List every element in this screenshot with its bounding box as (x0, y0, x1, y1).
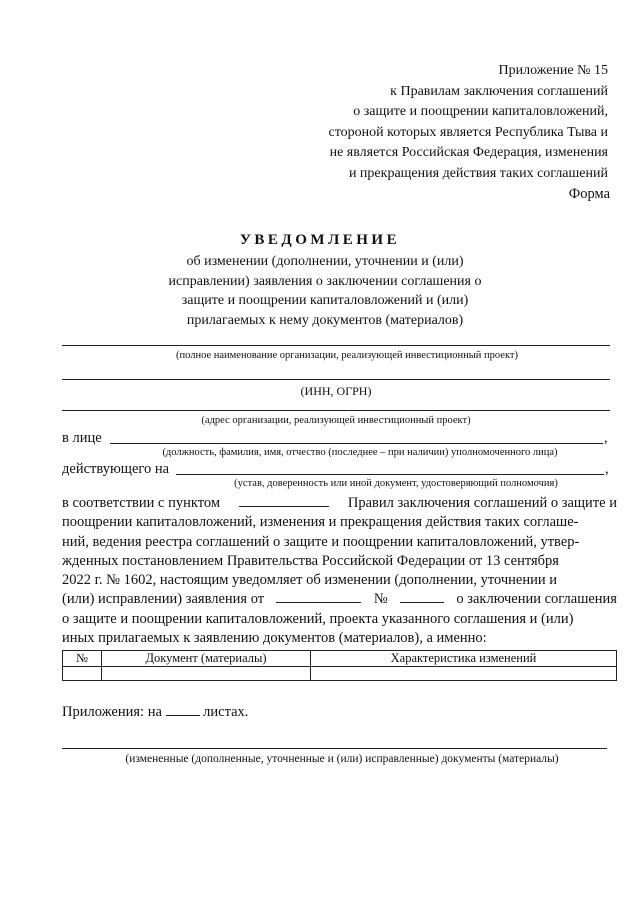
inn-ogrn-field[interactable] (62, 379, 610, 380)
attachments-sheets-label: листах. (203, 704, 249, 720)
sheets-count-field[interactable] (166, 703, 200, 716)
application-number-field[interactable] (400, 590, 444, 603)
table-header-row (63, 651, 617, 667)
appendix-line: к Правилам заключения соглашений (390, 83, 608, 99)
org-name-field[interactable] (62, 345, 610, 346)
body-text: № (373, 591, 388, 608)
body-line: ний, ведения реестра соглашений о защите и поощрении капиталовложений, утвер- (62, 533, 580, 550)
address-caption: (адрес организации, реализующей инвестиционный проект) (201, 415, 471, 426)
body-text: (или) исправлении) заявления от (62, 591, 265, 608)
org-name-caption: (полное наименование организации, реализующей инвестиционный проект) (175, 350, 518, 361)
subtitle-line: об изменении (дополнении, уточнении и (или) (186, 254, 464, 269)
body-text: о заключении соглашения (456, 591, 617, 608)
document-title: УВЕДОМЛЕНИЕ (239, 232, 401, 248)
table-header-number: № (63, 651, 102, 667)
appendix-line: и прекращения действия таких соглашений (348, 165, 608, 181)
subtitle-line: защите и поощрении капиталовложений и (или) (181, 293, 469, 308)
subtitle-line: прилагаемых к нему документов (материалов) (186, 312, 464, 328)
attachments-caption: (измененные (дополненные, уточненные и (или) исправленные) документы (материалы) (125, 753, 559, 765)
acting-label: действующего на (62, 461, 170, 477)
body-text: в соответствии с пунктом (62, 495, 221, 511)
appendix-line: о защите и поощрении капиталовложений, (353, 104, 608, 119)
document-subtitle (140, 252, 510, 330)
acting-comma: , (605, 461, 609, 477)
attachments-line (62, 703, 248, 721)
inn-ogrn-caption: (ИНН, ОГРН) (300, 384, 372, 398)
changes-table (62, 650, 617, 681)
form-label: Форма (568, 186, 610, 202)
table-cell[interactable] (63, 667, 102, 681)
appendix-line: стороной которых является Республика Тыва и (328, 124, 608, 140)
table-row (63, 667, 617, 681)
table-cell[interactable] (102, 667, 311, 681)
table-cell[interactable] (311, 667, 617, 681)
address-field[interactable] (62, 410, 610, 411)
acting-field[interactable] (176, 474, 604, 475)
subtitle-line: исправлении) заявления о заключении соглашения о (168, 273, 482, 289)
table-header-changes: Характеристика изменений (311, 651, 617, 667)
body-line: жденных постановлением Правительства Российской Федерации от 13 сентября (62, 552, 559, 569)
appendix-line: не является Российская Федерация, изменения (329, 145, 608, 160)
table-header-document: Документ (материалы) (102, 651, 311, 667)
body-line: поощрении капиталовложений, изменения и прекращения действия таких соглаше- (62, 514, 579, 531)
body-line: о защите и поощрении капиталовложений, проекта указанного соглашения и (или) (62, 610, 574, 627)
application-date-field[interactable] (276, 590, 361, 603)
appendix-line: Приложение № 15 (498, 63, 608, 78)
body-line (62, 590, 617, 609)
in-person-caption: (должность, фамилия, имя, отчество (последнее – при наличии) уполномоченного лица) (162, 447, 558, 458)
body-paragraph (62, 494, 617, 648)
in-person-label: в лице (62, 430, 102, 446)
body-line: иных прилагаемых к заявлению документов (материалов), а именно: (62, 630, 487, 647)
body-line (62, 494, 617, 513)
appendix-header (278, 61, 608, 184)
attachments-field[interactable] (62, 748, 607, 749)
acting-caption: (устав, доверенность или иной документ, удостоверяющий полномочия) (234, 478, 558, 489)
attachments-label: Приложения: на (62, 704, 162, 720)
in-person-field[interactable] (110, 443, 603, 444)
body-line: 2022 г. № 1602, настоящим уведомляет об изменении (дополнении, уточнении и (62, 572, 558, 589)
in-person-comma: , (604, 430, 608, 446)
body-text: Правил заключения соглашений о защите и (347, 495, 617, 511)
clause-number-field[interactable] (239, 494, 329, 507)
